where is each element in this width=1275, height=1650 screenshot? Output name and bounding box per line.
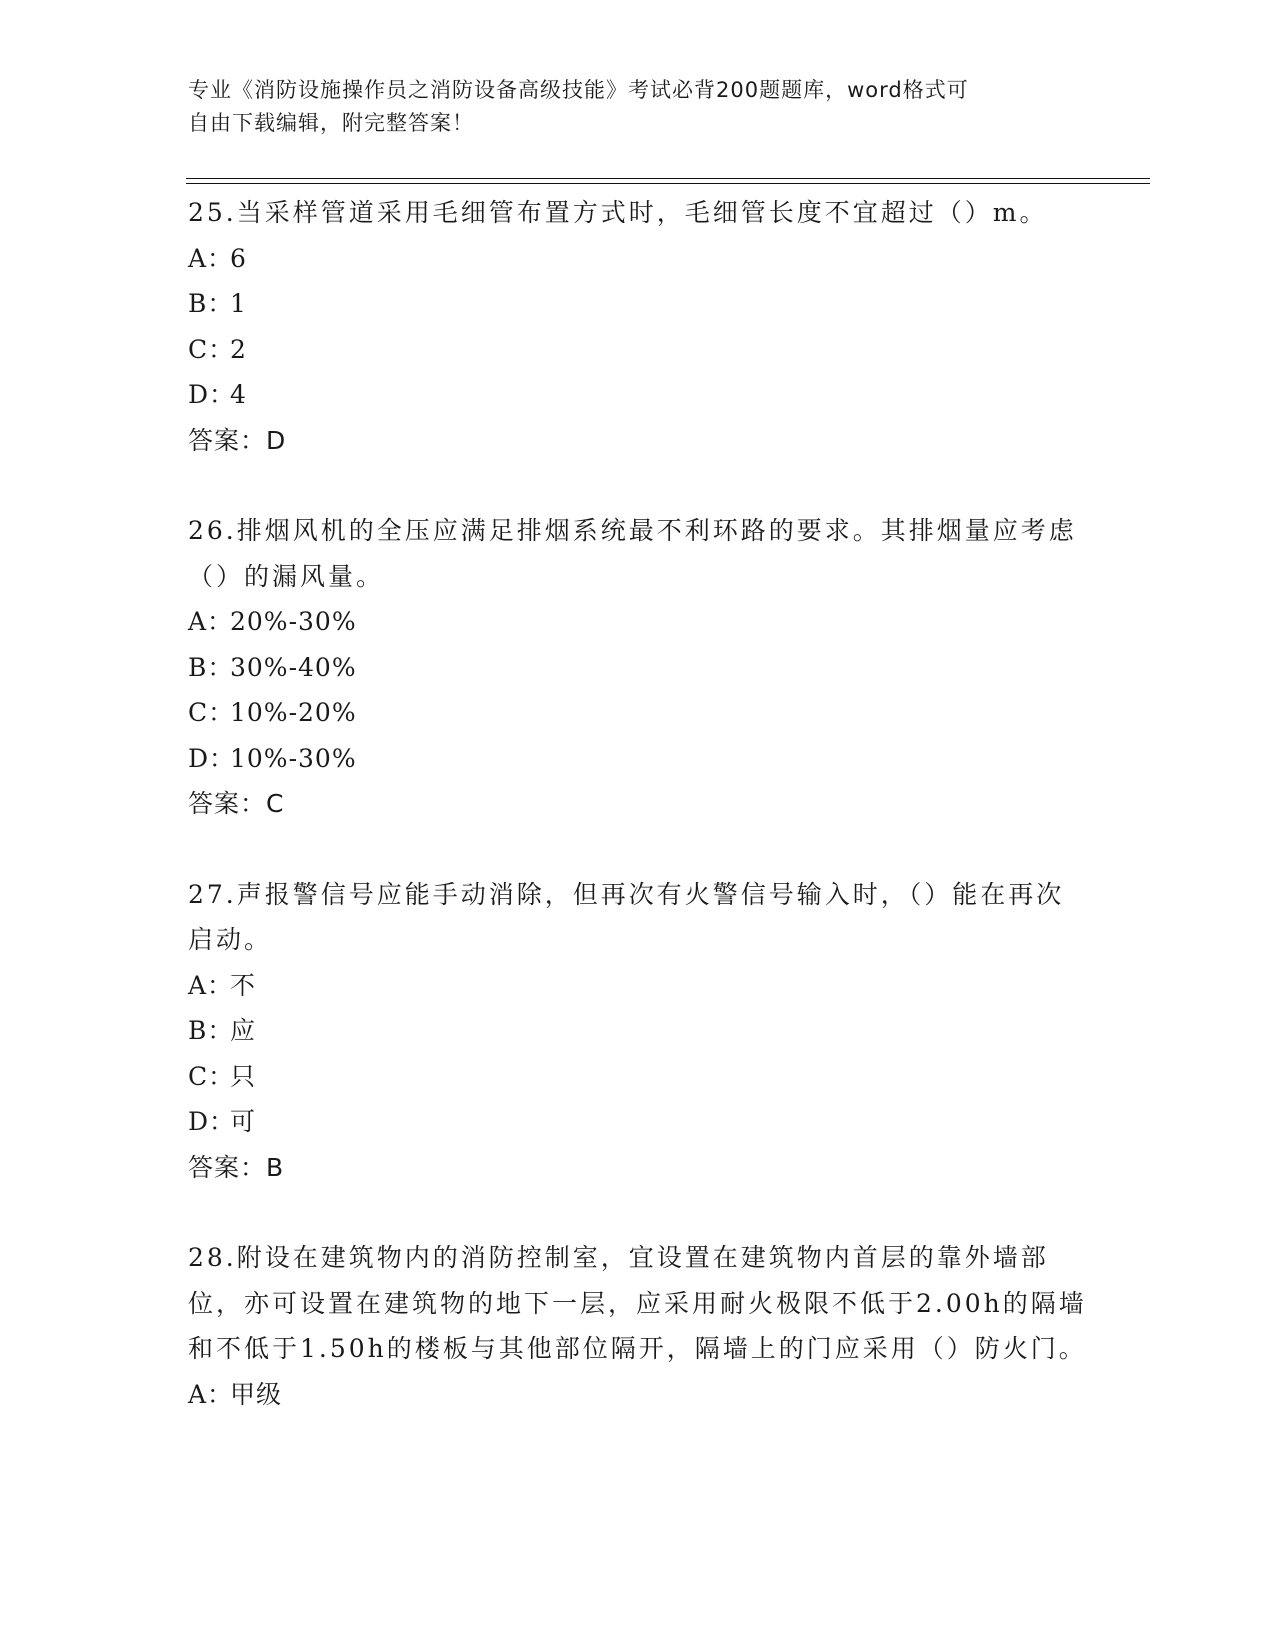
- option-a: [188, 963, 1088, 1009]
- option-value: 不: [230, 970, 257, 1000]
- option-letter: B：: [188, 289, 234, 318]
- document-header: [188, 74, 1078, 140]
- question-spacer: [188, 1190, 1088, 1235]
- option-letter: D：: [188, 1107, 236, 1136]
- option-letter: A：: [188, 970, 234, 1000]
- question-text: 26.排烟风机的全压应满足排烟系统最不利环路的要求。其排烟量应考虑（）的漏风量。: [188, 516, 1077, 591]
- answer: 答案：B: [188, 1152, 285, 1182]
- question-text: 25.当采样管道采用毛细管布置方式时，毛细管长度不宜超过（）m。: [188, 198, 1048, 227]
- option-value: 甲级: [230, 1379, 283, 1409]
- option-letter: A：: [188, 1379, 234, 1409]
- option-value: 20%-30%: [230, 607, 357, 636]
- question-list: [188, 190, 1088, 1417]
- option-a: [188, 599, 1088, 645]
- option-c: [188, 1054, 1088, 1100]
- option-value: 只: [230, 1061, 257, 1091]
- question-27: [188, 872, 1088, 1191]
- option-letter: C：: [188, 698, 235, 727]
- header-line-1: 专业《消防设施操作员之消防设备高级技能》考试必背200题题库，word格式可: [188, 78, 969, 102]
- option-value: 10%-20%: [230, 698, 357, 727]
- option-value: 1: [230, 289, 247, 318]
- option-a: [188, 1372, 1088, 1418]
- header-divider-top: [186, 178, 1150, 179]
- option-letter: D：: [188, 743, 236, 773]
- question-text: 28.附设在建筑物内的消防控制室，宜设置在建筑物内首层的靠外墙部位，亦可设置在建筑物的地下一层，应采用耐火极限不低于2.00h的隔墙和不低于1.50h的楼板与其他部位隔开，隔墙上的门应采用（）防火门。: [188, 1243, 1087, 1363]
- question-text: 27.声报警信号应能手动消除，但再次有火警信号输入时，（）能在再次启动。: [188, 879, 1065, 954]
- option-c: [188, 690, 1088, 736]
- option-d: [188, 1099, 1088, 1145]
- question-25: [188, 190, 1088, 463]
- option-d: [188, 372, 1088, 418]
- option-value: 可: [230, 1107, 257, 1136]
- answer: 答案：C: [188, 789, 285, 818]
- option-value: 2: [230, 334, 247, 364]
- option-value: 6: [230, 243, 247, 273]
- question-spacer: [188, 827, 1088, 872]
- option-letter: B：: [188, 1016, 234, 1045]
- option-c: [188, 327, 1088, 373]
- question-spacer: [188, 463, 1088, 508]
- header-divider-bottom: [186, 183, 1150, 184]
- option-value: 4: [230, 380, 247, 409]
- option-b: [188, 1008, 1088, 1054]
- option-value: 10%-30%: [230, 743, 357, 773]
- option-b: [188, 281, 1088, 327]
- option-value: 30%-40%: [230, 652, 357, 682]
- option-letter: C：: [188, 334, 235, 364]
- option-b: [188, 645, 1088, 691]
- question-26: [188, 508, 1088, 827]
- answer: 答案：D: [188, 425, 287, 455]
- header-line-2: 自由下载编辑，附完整答案！: [188, 111, 474, 135]
- option-value: 应: [230, 1016, 257, 1045]
- option-letter: A：: [188, 243, 234, 273]
- question-28: [188, 1235, 1088, 1417]
- option-letter: C：: [188, 1061, 235, 1091]
- option-letter: D：: [188, 380, 236, 409]
- option-d: [188, 736, 1088, 782]
- option-letter: A：: [188, 607, 234, 636]
- option-a: [188, 236, 1088, 282]
- option-letter: B：: [188, 652, 234, 682]
